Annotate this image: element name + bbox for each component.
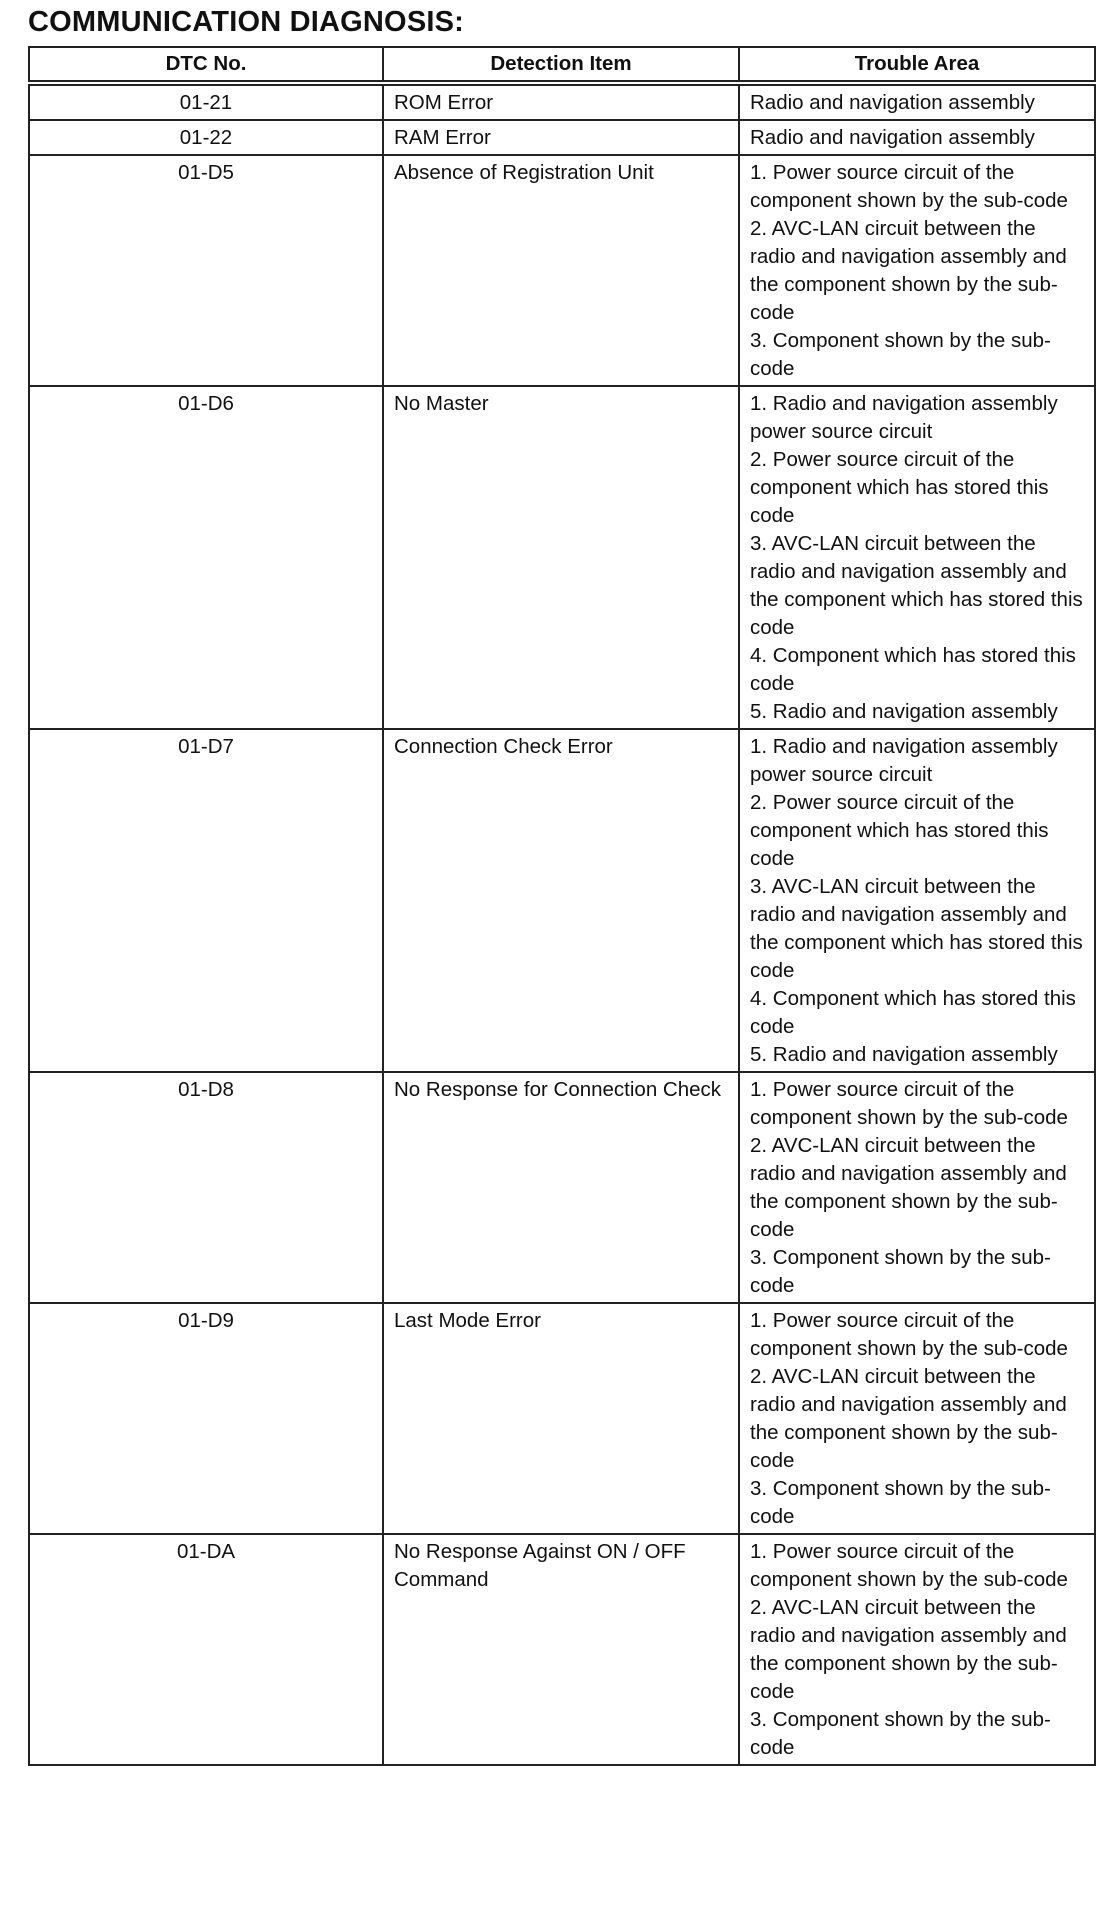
trouble-area-entry: 3. Component shown by the sub-code bbox=[750, 1708, 1051, 1759]
dtc-code-cell: 01-21 bbox=[29, 83, 383, 120]
trouble-area-entry: 3. Component shown by the sub-code bbox=[750, 329, 1051, 380]
trouble-area-entry: 3. Component shown by the sub-code bbox=[750, 1246, 1051, 1297]
trouble-area-entry: 1. Power source circuit of the component shown by the sub-code bbox=[750, 1309, 1068, 1360]
table-row bbox=[29, 1534, 1095, 1765]
table-row bbox=[29, 729, 1095, 1072]
detection-item-cell: Last Mode Error bbox=[383, 1303, 739, 1534]
trouble-area-entry: Radio and navigation assembly bbox=[750, 91, 1035, 114]
trouble-area-entry: 2. AVC-LAN circuit between the radio and navigation assembly and the component shown by the sub-code bbox=[750, 1134, 1067, 1241]
trouble-area-entry: 4. Component which has stored this code bbox=[750, 644, 1076, 695]
table-row bbox=[29, 1303, 1095, 1534]
trouble-area-entry: 1. Radio and navigation assembly power source circuit bbox=[750, 735, 1058, 786]
table-row bbox=[29, 120, 1095, 155]
trouble-area-cell bbox=[739, 83, 1095, 120]
trouble-area-cell bbox=[739, 155, 1095, 386]
detection-item-cell: No Master bbox=[383, 386, 739, 729]
trouble-area-entry: 5. Radio and navigation assembly bbox=[750, 700, 1058, 723]
table-row bbox=[29, 83, 1095, 120]
trouble-area-entry: 2. Power source circuit of the component which has stored this code bbox=[750, 448, 1049, 527]
dtc-code-cell: 01-D7 bbox=[29, 729, 383, 1072]
dtc-table bbox=[28, 46, 1096, 1766]
trouble-area-entry: 1. Radio and navigation assembly power source circuit bbox=[750, 392, 1058, 443]
detection-item-cell: Absence of Registration Unit bbox=[383, 155, 739, 386]
trouble-area-entry: 3. Component shown by the sub-code bbox=[750, 1477, 1051, 1528]
dtc-code-cell: 01-D6 bbox=[29, 386, 383, 729]
trouble-area-entry: 1. Power source circuit of the component shown by the sub-code bbox=[750, 161, 1068, 212]
column-header-dtc-no: DTC No. bbox=[29, 47, 383, 83]
trouble-area-entry: 2. Power source circuit of the component which has stored this code bbox=[750, 791, 1049, 870]
trouble-area-entry: 2. AVC-LAN circuit between the radio and navigation assembly and the component shown by the sub-code bbox=[750, 1596, 1067, 1703]
trouble-area-cell bbox=[739, 729, 1095, 1072]
trouble-area-cell bbox=[739, 1303, 1095, 1534]
detection-item-cell: Connection Check Error bbox=[383, 729, 739, 1072]
trouble-area-entry: 2. AVC-LAN circuit between the radio and navigation assembly and the component shown by the sub-code bbox=[750, 1365, 1067, 1472]
detection-item-cell: No Response Against ON / OFF Command bbox=[383, 1534, 739, 1765]
column-header-detection-item: Detection Item bbox=[383, 47, 739, 83]
trouble-area-entry: Radio and navigation assembly bbox=[750, 126, 1035, 149]
trouble-area-entry: 5. Radio and navigation assembly bbox=[750, 1043, 1058, 1066]
dtc-code-cell: 01-D5 bbox=[29, 155, 383, 386]
table-body bbox=[29, 83, 1095, 1765]
trouble-area-cell bbox=[739, 120, 1095, 155]
table-row bbox=[29, 155, 1095, 386]
trouble-area-entry: 3. AVC-LAN circuit between the radio and navigation assembly and the component which has stored this code bbox=[750, 875, 1083, 982]
trouble-area-cell bbox=[739, 386, 1095, 729]
trouble-area-entry: 1. Power source circuit of the component shown by the sub-code bbox=[750, 1540, 1068, 1591]
detection-item-cell: No Response for Connection Check bbox=[383, 1072, 739, 1303]
section-heading: COMMUNICATION DIAGNOSIS: bbox=[28, 6, 465, 38]
trouble-area-cell bbox=[739, 1534, 1095, 1765]
column-header-trouble-area: Trouble Area bbox=[739, 47, 1095, 83]
trouble-area-entry: 4. Component which has stored this code bbox=[750, 987, 1076, 1038]
dtc-code-cell: 01-DA bbox=[29, 1534, 383, 1765]
trouble-area-entry: 2. AVC-LAN circuit between the radio and navigation assembly and the component shown by the sub-code bbox=[750, 217, 1067, 324]
detection-item-cell: RAM Error bbox=[383, 120, 739, 155]
table-row bbox=[29, 1072, 1095, 1303]
detection-item-cell: ROM Error bbox=[383, 83, 739, 120]
table-row bbox=[29, 386, 1095, 729]
dtc-code-cell: 01-22 bbox=[29, 120, 383, 155]
dtc-code-cell: 01-D9 bbox=[29, 1303, 383, 1534]
trouble-area-entry: 3. AVC-LAN circuit between the radio and navigation assembly and the component which has stored this code bbox=[750, 532, 1083, 639]
table-header-row bbox=[29, 47, 1095, 83]
trouble-area-cell bbox=[739, 1072, 1095, 1303]
dtc-code-cell: 01-D8 bbox=[29, 1072, 383, 1303]
trouble-area-entry: 1. Power source circuit of the component shown by the sub-code bbox=[750, 1078, 1068, 1129]
